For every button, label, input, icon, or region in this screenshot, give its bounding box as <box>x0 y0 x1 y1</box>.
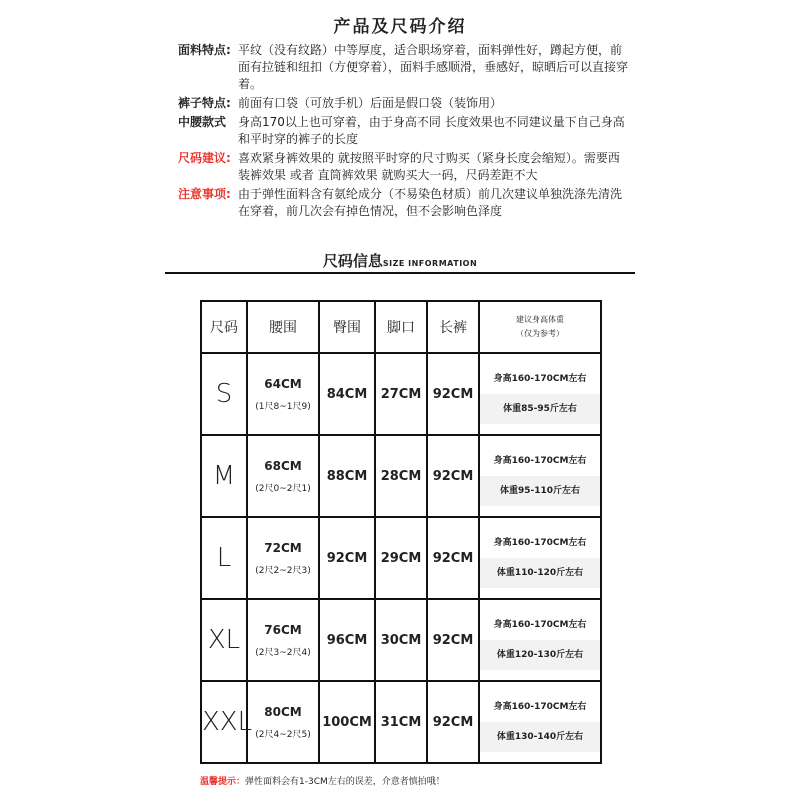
warm-tip-label: 温馨提示： <box>200 777 246 787</box>
waist-cell <box>247 681 319 763</box>
intro-text: 前面有口袋（可放手机）后面是假口袋（装饰用） <box>238 96 503 110</box>
intro-row <box>178 186 628 220</box>
table-row <box>201 435 601 517</box>
header-waist: 腰围 <box>247 301 319 353</box>
hem-cell: 28CM <box>375 435 427 517</box>
size-cell: XXL <box>201 681 247 763</box>
waist-value: 68CM <box>264 458 302 473</box>
weight-range: 体重130-140斤左右 <box>480 722 600 752</box>
hem-cell: 30CM <box>375 599 427 681</box>
hip-cell: 92CM <box>319 517 375 599</box>
header-recommendation-note: （仅为参考） <box>516 329 564 338</box>
table-row <box>201 353 601 435</box>
intro-row <box>178 95 628 112</box>
hem-cell: 31CM <box>375 681 427 763</box>
waist-value: 76CM <box>264 622 302 637</box>
size-cell: XL <box>201 599 247 681</box>
length-cell: 92CM <box>427 435 479 517</box>
intro-row <box>178 150 628 184</box>
waist-value: 72CM <box>264 540 302 555</box>
intro-text: 平纹（没有纹路）中等厚度，适合职场穿着，面料弹性好，蹲起方便，前面有拉链和纽扣（方便穿着），面料手感顺滑，垂感好，晾晒后可以直接穿着。 <box>238 43 629 91</box>
hip-cell: 100CM <box>319 681 375 763</box>
intro-text: 身高170以上也可穿着，由于身高不同 长度效果也不同建议量下自己身高和平时穿的裤子的长度 <box>238 115 625 146</box>
intro-text: 喜欢紧身裤效果的 就按照平时穿的尺寸购买（紧身长度会缩短）。需要西装裤效果 或者 直筒裤效果 就购买大一码，尺码差距不大 <box>238 151 620 182</box>
recommendation-cell <box>479 517 601 599</box>
size-cell: M <box>201 435 247 517</box>
length-cell: 92CM <box>427 681 479 763</box>
recommendation-cell <box>479 435 601 517</box>
weight-range: 体重110-120斤左右 <box>480 558 600 588</box>
header-length: 长裤 <box>427 301 479 353</box>
warm-tip-text: 弹性面料会有1-3CM左右的误差，介意者慎拍哦！ <box>245 777 445 787</box>
length-cell: 92CM <box>427 599 479 681</box>
height-range: 身高160-170CM左右 <box>493 620 587 630</box>
waist-value: 80CM <box>264 704 302 719</box>
recommendation-cell <box>479 353 601 435</box>
waist-chi: (1尺8~1尺9) <box>255 401 311 412</box>
waist-cell <box>247 517 319 599</box>
size-cell: S <box>201 353 247 435</box>
header-hem: 脚口 <box>375 301 427 353</box>
intro-label: 裤子特点: <box>178 96 231 110</box>
table-row <box>201 681 601 763</box>
waist-chi: (2尺4~2尺5) <box>255 729 311 740</box>
intro-label: 中腰款式 <box>178 115 227 129</box>
size-table <box>200 300 602 764</box>
intro-text: 由于弹性面料含有氨纶成分（不易染色材质）前几次建议单独洗涤先清洗在穿着，前几次会有掉色情况，但不会影响色泽度 <box>238 187 623 218</box>
page-title: 产品及尺码介绍 <box>333 17 467 37</box>
table-row <box>201 517 601 599</box>
weight-range: 体重95-110斤左右 <box>480 476 600 506</box>
size-info-title: 尺码信息 <box>322 252 383 270</box>
header-recommendation <box>479 301 601 353</box>
weight-range: 体重85-95斤左右 <box>480 394 600 424</box>
waist-cell <box>247 435 319 517</box>
waist-cell <box>247 353 319 435</box>
height-range: 身高160-170CM左右 <box>493 374 587 384</box>
recommendation-cell <box>479 681 601 763</box>
height-range: 身高160-170CM左右 <box>493 456 587 466</box>
intro-row <box>178 42 628 93</box>
intro-label: 注意事项: <box>178 187 231 201</box>
intro-label: 面料特点: <box>178 43 231 57</box>
hip-cell: 88CM <box>319 435 375 517</box>
header-recommendation-title: 建议身高体重 <box>516 315 564 324</box>
recommendation-cell <box>479 599 601 681</box>
height-range: 身高160-170CM左右 <box>493 538 587 548</box>
waist-chi: (2尺2~2尺3) <box>255 565 311 576</box>
table-header-row <box>201 301 601 353</box>
height-range: 身高160-170CM左右 <box>493 702 587 712</box>
weight-range: 体重120-130斤左右 <box>480 640 600 670</box>
divider <box>165 272 635 274</box>
waist-chi: (2尺0~2尺1) <box>255 483 311 494</box>
waist-cell <box>247 599 319 681</box>
table-row <box>201 599 601 681</box>
warm-tip <box>200 774 445 787</box>
intro-row <box>178 114 628 148</box>
hip-cell: 96CM <box>319 599 375 681</box>
size-info-subtitle: SIZE INFORMATION <box>382 259 478 268</box>
header-size: 尺码 <box>201 301 247 353</box>
header-hip: 臀围 <box>319 301 375 353</box>
intro-label: 尺码建议: <box>178 151 231 165</box>
hip-cell: 84CM <box>319 353 375 435</box>
hem-cell: 27CM <box>375 353 427 435</box>
waist-value: 64CM <box>264 376 302 391</box>
length-cell: 92CM <box>427 517 479 599</box>
size-cell: L <box>201 517 247 599</box>
size-info-heading <box>0 250 800 271</box>
waist-chi: (2尺3~2尺4) <box>255 647 311 658</box>
product-intro <box>178 42 628 222</box>
hem-cell: 29CM <box>375 517 427 599</box>
length-cell: 92CM <box>427 353 479 435</box>
